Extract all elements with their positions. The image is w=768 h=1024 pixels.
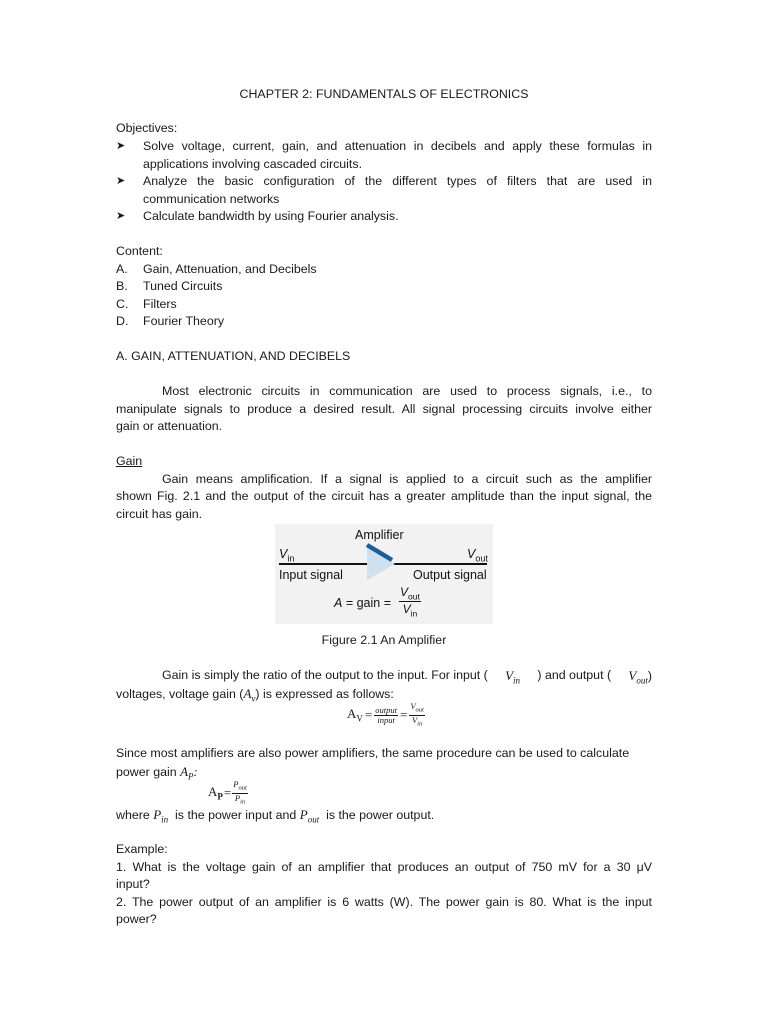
power-where-line bbox=[116, 806, 652, 829]
power-ap-sub: P bbox=[188, 770, 194, 781]
power-pin-sub: in bbox=[161, 814, 169, 825]
figure-vin-label bbox=[279, 547, 294, 564]
power-colon: : bbox=[193, 763, 198, 779]
eq-pout-p: P bbox=[233, 779, 239, 789]
power-line-1: Since most amplifiers are also power amplifiers, the same procedure can be used to calculate bbox=[116, 746, 630, 760]
eq-vout-sub: out bbox=[415, 706, 424, 714]
figure-vout-label bbox=[467, 547, 488, 564]
figure-amplifier-label: Amplifier bbox=[355, 528, 404, 542]
eq-fraction-output-input bbox=[374, 706, 398, 725]
section-a-heading: A. GAIN, ATTENUATION, AND DECIBELS bbox=[116, 349, 351, 363]
power-where-a: where bbox=[116, 808, 154, 822]
eq-av-sub: V bbox=[356, 713, 363, 724]
objective-2-line-1: Analyze the basic configuration of the different types of filters that are used in bbox=[143, 174, 652, 188]
section-a-para-line-3: gain or attenuation. bbox=[116, 419, 223, 433]
figure-output-signal-label: Output signal bbox=[413, 568, 487, 582]
example-q1-line-2: input? bbox=[116, 877, 150, 891]
ratio-line-1-b: ) and output ( bbox=[537, 668, 612, 682]
eq-ap bbox=[208, 784, 223, 802]
voltage-gain-equation bbox=[347, 702, 425, 728]
power-pout-sub: out bbox=[307, 814, 320, 825]
power-where-c: is the power output. bbox=[319, 808, 435, 822]
ratio-av-sub: v bbox=[251, 692, 256, 703]
figure-caption: Figure 2.1 An Amplifier bbox=[321, 633, 447, 647]
content-item-a: Gain, Attenuation, and Decibels bbox=[143, 261, 317, 276]
figure-frac-vin-sub: in bbox=[410, 608, 418, 619]
bullet-icon: ➤ bbox=[116, 210, 126, 222]
eq-vin bbox=[411, 716, 423, 729]
section-a-para-line-1: Most electronic circuits in communication are used to process signals, i.e., to bbox=[162, 384, 652, 398]
ratio-av-a: A bbox=[243, 685, 252, 701]
gain-heading-wrap bbox=[116, 453, 652, 471]
eq-vout-v: V bbox=[410, 701, 416, 711]
figure-input-signal-label: Input signal bbox=[279, 568, 343, 582]
eq-fraction-vout-vin bbox=[409, 702, 425, 728]
gain-para-line-3: circuit has gain. bbox=[116, 506, 203, 521]
amplifier-figure bbox=[275, 524, 493, 624]
example-q2-line-2: power? bbox=[116, 912, 157, 926]
objective-1-line-1: Solve voltage, current, gain, and attenuation in decibels and apply these formulas in bbox=[143, 139, 652, 153]
eq-ap-equals: = bbox=[223, 785, 232, 801]
ratio-vout-sub: out bbox=[636, 675, 648, 686]
figure-fraction-den bbox=[402, 602, 419, 618]
ratio-line-2-b: ) is expressed as follows: bbox=[255, 686, 394, 701]
power-where-b: is the power input and bbox=[168, 808, 300, 822]
example-q1-line-1: 1. What is the voltage gain of an amplifier that produces an output of 750 mV for a 30 μV bbox=[116, 859, 652, 874]
objectives-heading: Objectives: bbox=[116, 121, 178, 135]
eq-fraction-pout-pin bbox=[232, 780, 248, 806]
content-heading: Content: bbox=[116, 244, 163, 258]
gain-para-line-1: Gain means amplification. If a signal is applied to a circuit such as the amplifier bbox=[162, 471, 652, 486]
content-letter-a: A. bbox=[116, 261, 128, 276]
figure-frac-vout-sub: out bbox=[408, 591, 420, 602]
power-pout-p: P bbox=[299, 807, 308, 822]
eq-vin-v: V bbox=[411, 714, 418, 725]
eq-pout-sub: out bbox=[238, 784, 247, 792]
power-gain-equation bbox=[208, 780, 248, 806]
content-item-c: Filters bbox=[143, 296, 177, 311]
bullet-icon: ➤ bbox=[116, 140, 126, 152]
figure-vout-v: V bbox=[467, 547, 476, 561]
content-letter-c: C. bbox=[116, 296, 129, 311]
eq-av bbox=[347, 706, 363, 724]
power-line-2 bbox=[116, 763, 652, 786]
figure-vout-sub: out bbox=[475, 553, 488, 564]
objective-1-line-2: applications involving cascaded circuits. bbox=[143, 156, 363, 171]
eq-pin-p: P bbox=[234, 792, 241, 803]
objective-3-line-1: Calculate bandwidth by using Fourier analysis. bbox=[143, 209, 399, 223]
figure-formula-lhs: A = gain = bbox=[334, 596, 391, 610]
ratio-vin-sub: in bbox=[513, 675, 521, 686]
eq-output: output bbox=[375, 704, 397, 715]
objective-2-line-2: communication networks bbox=[143, 191, 280, 206]
figure-vin-v: V bbox=[279, 547, 288, 561]
eq-vin-sub: in bbox=[417, 720, 423, 728]
content-item-d: Fourier Theory bbox=[143, 314, 225, 328]
gain-heading: Gain bbox=[116, 454, 143, 468]
eq-pin-sub: in bbox=[240, 798, 246, 806]
figure-frac-vout: V bbox=[400, 585, 409, 599]
example-q2-line-1: 2. The power output of an amplifier is 6 watts (W). The power gain is 80. What is the input bbox=[116, 894, 652, 909]
eq-av-a: A bbox=[347, 706, 357, 722]
figure-formula-fraction bbox=[399, 585, 421, 619]
gain-para-line-2: shown Fig. 2.1 and the output of the circuit has a greater amplitude than the input signal, the bbox=[116, 489, 652, 503]
figure-fraction-num bbox=[399, 585, 421, 602]
ratio-line-1-c: ) bbox=[647, 669, 652, 683]
ratio-vin-v: V bbox=[505, 668, 514, 683]
ratio-vout-v: V bbox=[628, 668, 637, 683]
eq-equals-1: = bbox=[364, 707, 373, 723]
eq-vout bbox=[409, 702, 425, 716]
figure-frac-vin: V bbox=[402, 602, 411, 617]
section-a-para-line-2: manipulate signals to produce a desired result. All signal processing circuits involve either bbox=[116, 401, 652, 416]
content-letter-d: D. bbox=[116, 314, 129, 328]
eq-equals-2: = bbox=[399, 707, 408, 723]
bullet-icon: ➤ bbox=[116, 175, 126, 187]
eq-pin bbox=[234, 794, 246, 807]
content-letter-b: B. bbox=[116, 279, 128, 293]
eq-input: input bbox=[377, 714, 395, 725]
chapter-title: CHAPTER 2: FUNDAMENTALS OF ELECTRONICS bbox=[239, 87, 529, 101]
power-ap-a: A bbox=[180, 763, 189, 779]
figure-vin-sub: in bbox=[287, 553, 295, 564]
eq-ap-sub: P bbox=[217, 791, 223, 802]
example-heading: Example: bbox=[116, 842, 168, 856]
power-line-2-a: power gain bbox=[116, 764, 181, 779]
ratio-line-1-a: Gain is simply the ratio of the output to the input. For input ( bbox=[162, 668, 488, 682]
content-item-b: Tuned Circuits bbox=[143, 279, 223, 293]
power-pin-p: P bbox=[153, 807, 162, 822]
eq-pout bbox=[232, 780, 248, 794]
eq-ap-a: A bbox=[208, 784, 218, 800]
ratio-line-2-a: voltages, voltage gain ( bbox=[116, 686, 244, 701]
